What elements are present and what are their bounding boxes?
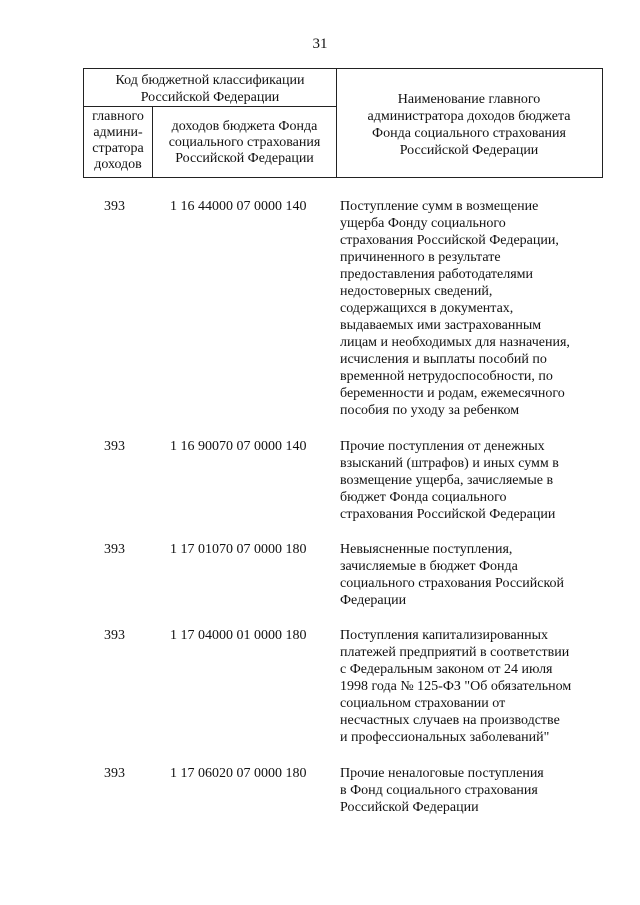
revenue-code: 1 16 90070 07 0000 140 <box>170 439 307 454</box>
budget-classification-code-title: Код бюджетной классификации Российской Федерации <box>84 69 336 107</box>
header-chief-administrator: главного админи- стратора доходов <box>84 107 153 177</box>
revenue-code: 1 16 44000 07 0000 140 <box>170 199 307 214</box>
revenue-name: Поступление сумм в возмещение ущерба Фонду социального страхования Российской Федерации, причиненного в результате предоставления работодателями недостоверных сведений, содержащихся в документах, выдаваемых ими застрахованным лицам и необходимых для назначения, исчисления и выплаты пособий по временной нетрудоспособности, по беременности и родам, ежемесячного пособия по уходу за ребенком <box>340 199 570 418</box>
revenue-name: Прочие неналоговые поступления в Фонд социального страхования Российской Федерации <box>340 766 544 815</box>
header-administrator-name: Наименование главного администратора доходов бюджета Фонда социального страхования Российской Федерации <box>367 92 571 158</box>
admin-code: 393 <box>104 542 125 557</box>
admin-code: 393 <box>104 199 125 214</box>
admin-code: 393 <box>104 766 125 781</box>
admin-code: 393 <box>104 439 125 454</box>
revenue-code: 1 17 01070 07 0000 180 <box>170 542 307 557</box>
header-fund-revenues: доходов бюджета Фонда социального страхования Российской Федерации <box>168 119 321 166</box>
revenue-code: 1 17 04000 01 0000 180 <box>170 628 307 643</box>
table-header <box>83 68 603 178</box>
budget-classification-code-group <box>84 69 337 177</box>
revenue-name: Прочие поступления от денежных взысканий (штрафов) и иных сумм в возмещение ущерба, зачисляемые в бюджет Фонда социального страхования Российской Федерации <box>340 439 559 522</box>
revenue-code: 1 17 06020 07 0000 180 <box>170 766 307 781</box>
page-number: 31 <box>312 36 328 52</box>
revenue-name: Поступления капитализированных платежей предприятий в соответствии с Федеральным законом от 24 июля 1998 года № 125-ФЗ "Об обязательном социальном страховании от несчастных случаев на производстве и профессиональных заболеваний" <box>340 628 572 745</box>
revenue-name: Невыясненные поступления, зачисляемые в бюджет Фонда социального страхования Российской Федерации <box>340 542 565 608</box>
admin-code: 393 <box>104 628 125 643</box>
